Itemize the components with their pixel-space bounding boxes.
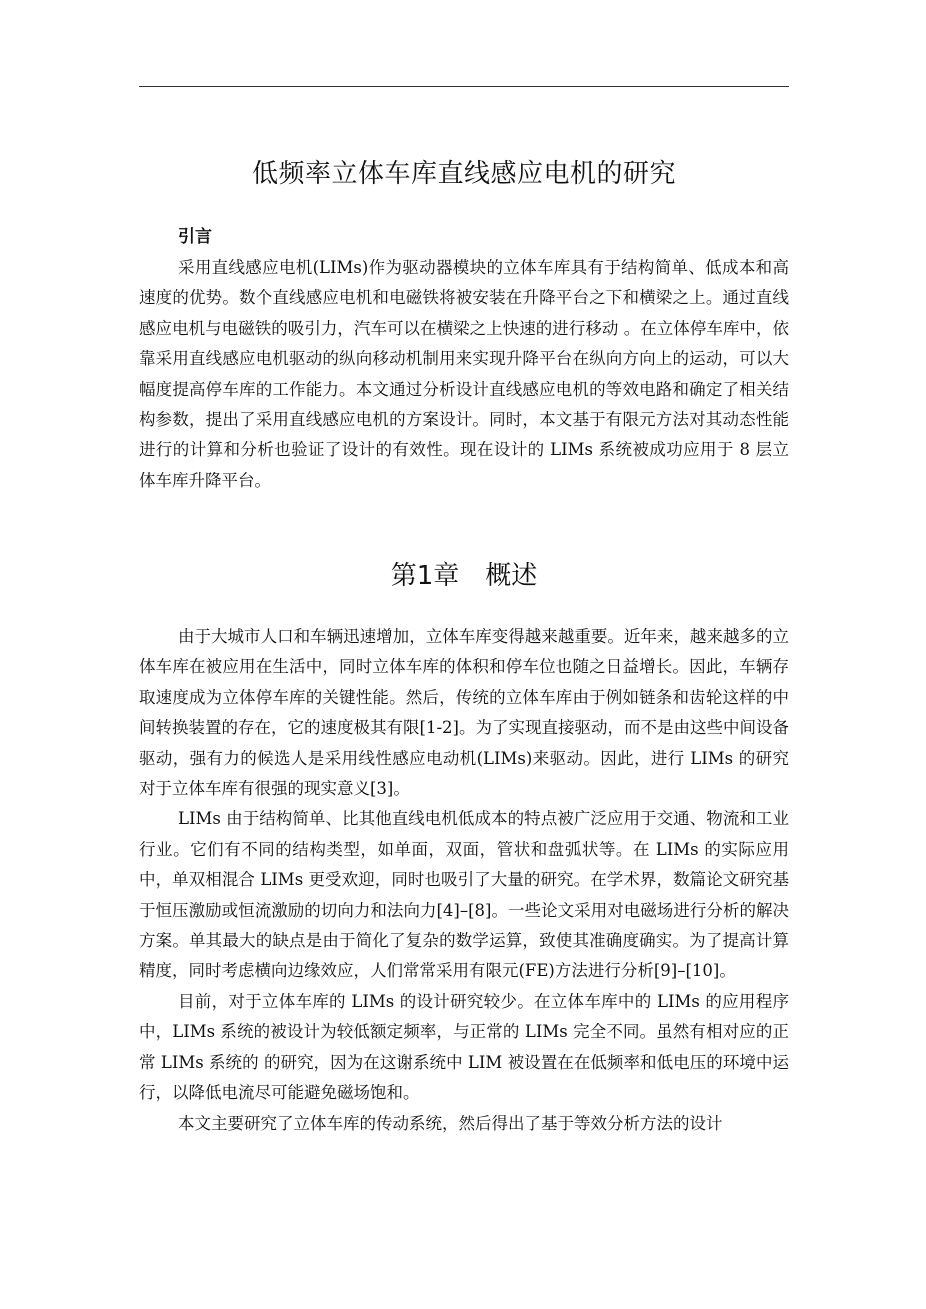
- chapter-title: 概述: [485, 561, 538, 591]
- intro-section: [139, 253, 789, 496]
- body-paragraph: 由于大城市人口和车辆迅速增加，立体车库变得越来越重要。近年来，越来越多的立体车库在被应用在生活中，同时立体车库的体积和停车位也随之日益增长。因此，车辆存取速度成为立体停车库的关键性能。然后，传统的立体车库由于例如链条和齿轮这样的中间转换装置的存在，它的速度极其有限[1-2]。为了实现直接驱动，而不是由这些中间设备驱动，强有力的候选人是采用线性感应电动机(LIMs)来驱动。因此，进行 LIMs 的研究对于立体车库有很强的现实意义[3]。: [139, 627, 789, 799]
- chapter-number: 第1章: [390, 561, 460, 591]
- header-rule: [139, 86, 789, 87]
- body-paragraph: 目前，对于立体车库的 LIMs 的设计研究较少。在立体车库中的 LIMs 的应用程序中，LIMs 系统的被设计为较低额定频率，与正常的 LIMs 完全不同。虽然有相对应的正常 LIMs 系统的 的研究，因为在这谢系统中 LIM 被设置在在低频率和低电压的环境中运行，以降低电流尽可能避免磁场饱和。: [139, 991, 789, 1103]
- chapter-body: [139, 622, 789, 1139]
- intro-paragraph: 采用直线感应电机(LIMs)作为驱动器模块的立体车库具有于结构简单、低成本和高速度的优势。数个直线感应电机和电磁铁将被安装在升降平台之下和横梁之上。通过直线感应电机与电磁铁的吸引力，汽车可以在横梁之上快速的进行移动 。在立体停车库中，依靠采用直线感应电机驱动的纵向移动机制用来实现升降平台在纵向方向上的运动，可以大幅度提高停车库的工作能力。本文通过分析设计直线感应电机的等效电路和确定了相关结构参数，提出了采用直线感应电机的方案设计。同时，本文基于有限元方法对其动态性能进行的计算和分析也验证了设计的有效性。现在设计的 LIMs 系统被成功应用于 8 层立体车库升降平台。: [139, 258, 789, 490]
- body-paragraph: 本文主要研究了立体车库的传动系统，然后得出了基于等效分析方法的设计: [178, 1113, 723, 1133]
- chapter-heading: [139, 554, 789, 598]
- intro-heading: 引言: [178, 227, 212, 247]
- body-paragraph: LIMs 由于结构简单、比其他直线电机低成本的特点被广泛应用于交通、物流和工业行业。它们有不同的结构类型，如单面，双面，管状和盘弧状等。在 LIMs 的实际应用中，单双相混合 LIMs 更受欢迎，同时也吸引了大量的研究。在学术界，数篇论文研究基于恒压激励或恒流激励的切向力和法向力[4]–[8]。一些论文采用对电磁场进行分析的解决方案。单其最大的缺点是由于简化了复杂的数学运算，致使其准确度确实。为了提高计算精度，同时考虑横向边缘效应，人们常常采用有限元(FE)方法进行分析[9]–[10]。: [139, 809, 789, 981]
- document-title: 低频率立体车库直线感应电机的研究: [251, 159, 676, 189]
